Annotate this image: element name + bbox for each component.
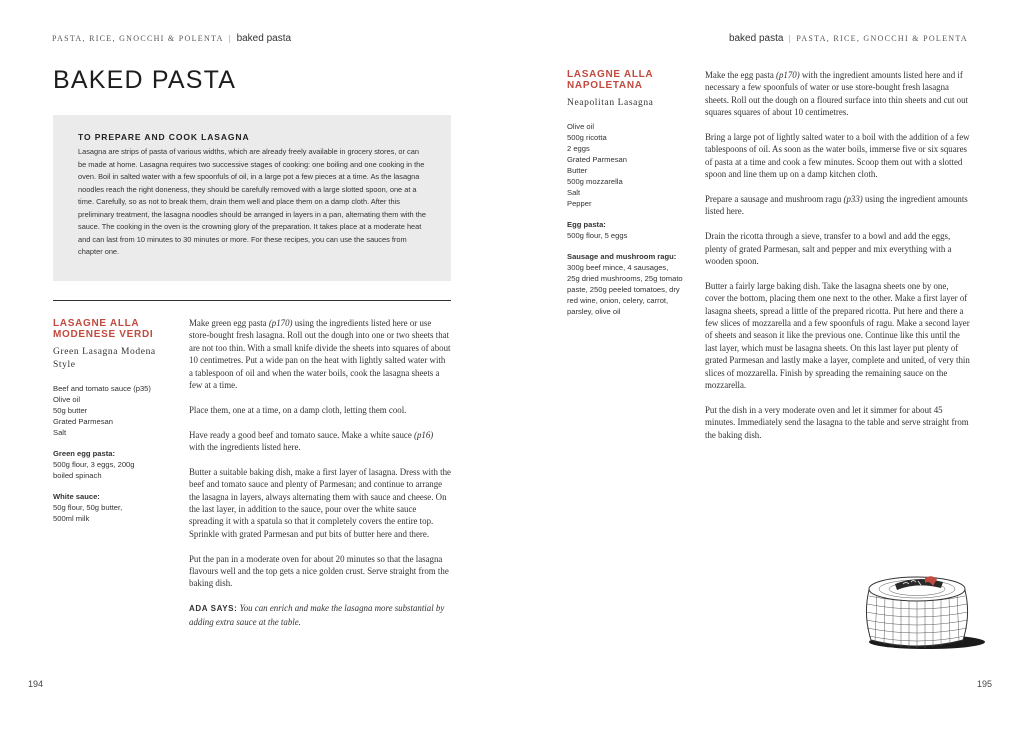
ingredient-list <box>53 383 178 524</box>
method-text: Make green egg pasta <box>189 318 269 328</box>
ingredient-group-title: Egg pasta: <box>567 220 606 229</box>
method-text: Place them, one at a time, on a damp cloth, letting them cool. <box>189 404 407 415</box>
ada-says-note <box>189 602 451 628</box>
ingredient-group-title: Green egg pasta: <box>53 449 116 458</box>
ingredient-group <box>567 219 697 241</box>
ricotta-basket-icon <box>847 560 987 655</box>
prep-box-heading: TO PREPARE AND COOK LASAGNA <box>78 132 250 142</box>
ada-says-text: You can enrich and make the lasagna more substantial by adding extra sauce at the table. <box>189 603 445 627</box>
method-paragraph <box>705 280 970 392</box>
ingredient-item: Butter <box>567 166 588 175</box>
recipe-method-napoletana <box>705 69 970 454</box>
ada-says-label: ADA SAYS: <box>189 604 238 614</box>
method-paragraph <box>705 404 970 441</box>
method-text: using the ingredient amounts listed here. <box>705 194 968 217</box>
method-text: Prepare a sausage and mushroom ragu <box>705 194 844 205</box>
ingredient-group-title: White sauce: <box>53 492 100 501</box>
method-paragraph <box>705 69 970 119</box>
ingredient-group-title: Sausage and mushroom ragu: <box>567 252 677 261</box>
ingredient-group <box>567 251 697 317</box>
method-paragraph <box>705 230 970 267</box>
method-text: with the ingredients listed here. <box>189 442 301 453</box>
prep-box-text: Lasagna are strips of pasta of various widths, which are already freely available in grocery stores, or can be made at home. Lasagna requires two successive stages of cooking: one boiling and one cooking in the oven. Boil in salted water with a few spoonfuls of oil, in a large pot a few pieces at a time. As the lasagna noodles reach the right doneness, they should be carefully removed with a large slotted spoon, one at a time. Carefully, so as not to break them, drain them well and place them on a damp cloth. After this preliminary treatment, the lasagna noodles should be arranged in layers in a pan, alternating them with the sauce. The cooking in the oven is the crowning glory of the preparation. It takes place at a moderate heat and can last from 10 minutes to 30 minutes or more. For these recipes, you can use the sauces from chapter one. <box>78 147 426 256</box>
page-number-right: 195 <box>976 679 992 689</box>
ingredient-group-line: 25g dried mushrooms, 25g tomato <box>567 274 683 283</box>
method-text: Make the egg pasta <box>705 70 776 80</box>
method-text: Put the pan in a moderate oven for about 20 minutes so that the lasagna flavours well and the top gets a nice golden crust. Serve straight from the baking dish. <box>189 553 449 589</box>
method-paragraph <box>705 131 970 181</box>
page-number-left: 194 <box>28 679 44 689</box>
method-text: Butter a suitable baking dish, make a first layer of lasagna. Dress with the beef and tomato sauce and plenty of Parmesan; and continue to arrange the lasagna in layers, always alternating them with sauce and cheese. On the last layer, in addition to the sauce, pour over the white sauce spreading it with a spatula so that it completely covers the entire top. Sprinkle with grated Parmesan and put bits of butter here and there. <box>189 466 451 539</box>
recipe-title: LASAGNE ALLA MODENESE VERDI <box>53 318 154 340</box>
ingredient-group <box>53 491 178 524</box>
method-text: Put the dish in a very moderate oven and let it simmer for about 45 minutes. Immediately send the lasagna to the table and serve straight from the baking dish. <box>705 404 969 440</box>
method-paragraph <box>705 193 970 218</box>
page-reference: (p16) <box>413 429 434 440</box>
ingredient-group-line: paste, 250g peeled tomatoes, dry <box>567 285 680 294</box>
ingredient-item: Olive oil <box>567 122 595 131</box>
ingredient-group-line: 500g flour, 3 eggs, 200g <box>53 460 135 469</box>
ingredient-item: 2 eggs <box>567 144 590 153</box>
ingredient-item: Salt <box>567 188 581 197</box>
recipe-method-modenese <box>189 317 451 640</box>
method-paragraph <box>189 429 451 454</box>
running-head-section: PASTA, RICE, GNOCCHI & POLENTA <box>796 34 968 43</box>
ingredient-item: 500g mozzarella <box>567 177 623 186</box>
ingredient-list <box>567 121 697 317</box>
page-reference: (p170) <box>775 70 800 80</box>
recipe-subtitle: Neapolitan Lasagna <box>567 98 654 108</box>
method-paragraph <box>189 404 451 416</box>
ingredient-item: Olive oil <box>53 395 81 404</box>
running-head-section: PASTA, RICE, GNOCCHI & POLENTA <box>52 34 224 43</box>
recipe-sidebar-modenese <box>53 318 178 524</box>
ingredient-group-line: 500ml milk <box>53 514 90 523</box>
ingredient-group <box>53 448 178 481</box>
prep-box <box>53 115 451 281</box>
method-text: Butter a fairly large baking dish. Take the lasagna sheets one by one, cover the bottom, placing them one next to the other. Make a first layer of lasagna sheets, spread a little of the prepared ricotta. Put here and there a few slices of mozzarella and a few spoonfuls of ragu. Make a second layer of sheets and season it like the previous one. Continue like this until the last layer, which must be lasagna sheets. On this last layer put plenty of grated Parmesan and lastly make a layer, complete and united, of very thin slices of mozzarella. Finish by spreading the remaining sauce on the mozzarella. <box>705 280 970 391</box>
page-reference: (p170) <box>268 318 293 328</box>
method-paragraph <box>189 466 451 540</box>
method-text: Drain the ricotta through a sieve, transfer to a bowl and add the eggs, plenty of grated Parmesan, salt and pepper and mix everything with a wooden spoon. <box>705 231 952 267</box>
chapter-title: BAKED PASTA <box>53 66 237 94</box>
method-text: using the ingredients listed here or use store-bought fresh lasagna. Roll out the dough into one or two sheets that are not too thin. With a small knife divide the sheets into squares of about 10 centimetres. Put a wide pan on the heat with lightly salted water with a tablespoon of oil and when the water boils, cook the lasagna sheets a few at a time. <box>189 318 451 391</box>
ingredient-group-line: 50g flour, 50g butter, <box>53 503 123 512</box>
method-text: Have ready a good beef and tomato sauce. Make a white sauce <box>189 429 414 440</box>
method-text: Bring a large pot of lightly salted water to a boil with the addition of a few tablespoons of oil. As soon as the water boils, immerse five or six squares of pasta at a time and cook a few minutes. Scoop them out with a slotted spoon and line them up on a damp kitchen cloth. <box>705 132 970 180</box>
ingredient-group-line: 500g flour, 5 eggs <box>567 231 628 240</box>
ingredient-item: 50g butter <box>53 406 88 415</box>
ingredient-item: Grated Parmesan <box>53 417 113 426</box>
recipe-subtitle: Green Lasagna Modena Style <box>53 347 156 370</box>
running-head-title: baked pasta <box>236 33 292 44</box>
ingredient-group-line: parsley, olive oil <box>567 307 621 316</box>
right-page <box>510 0 1020 733</box>
ingredient-group-line: red wine, onion, celery, carrot, <box>567 296 669 305</box>
ingredient-item: 500g ricotta <box>567 133 607 142</box>
ingredient-item: Salt <box>53 428 67 437</box>
method-paragraph <box>189 553 451 590</box>
page-reference: (p33) <box>843 194 863 205</box>
ingredient-item: Pepper <box>567 199 592 208</box>
recipe-title: LASAGNE ALLA NAPOLETANA <box>567 69 653 91</box>
ingredient-item: Grated Parmesan <box>567 155 627 164</box>
running-head-separator: | <box>788 34 792 43</box>
recipe-sidebar-napoletana <box>567 69 697 317</box>
running-head-left <box>52 33 291 44</box>
ingredient-group-line: 300g beef mince, 4 sausages, <box>567 263 669 272</box>
ingredient-item: Beef and tomato sauce (p35) <box>53 384 151 393</box>
running-head-right <box>729 33 968 44</box>
running-head-separator: | <box>228 34 232 43</box>
ingredient-group-line: boiled spinach <box>53 471 102 480</box>
running-head-title: baked pasta <box>728 33 784 44</box>
method-text: with the ingredient amounts listed here and if necessary a few spoonfuls of water or use store-bought fresh lasagna sheets. Roll out the dough on a floured surface into thin sheets and cut out squares squares of about 10 centimetres. <box>705 70 968 118</box>
method-paragraph <box>189 317 451 391</box>
section-divider <box>53 300 451 301</box>
